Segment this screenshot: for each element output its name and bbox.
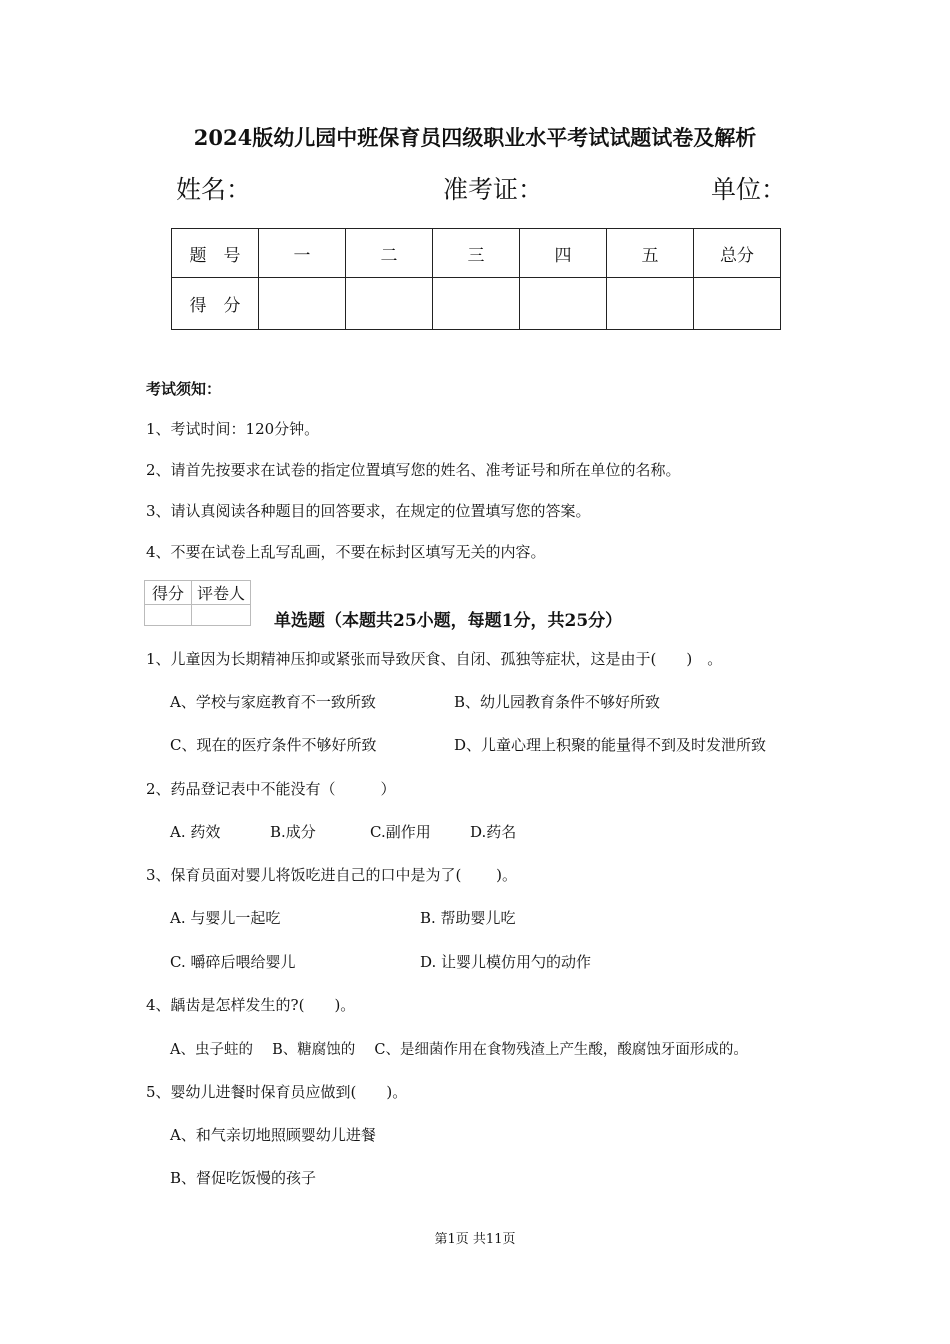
question-stem: 3、保育员面对婴儿将饭吃进自己的口中是为了( )。 [146, 866, 518, 884]
notice-item: 1、考试时间：120分钟。 [146, 420, 320, 438]
question-stem: 4、龋齿是怎样发生的?( )。 [146, 996, 356, 1014]
score-input-cell[interactable] [520, 278, 607, 330]
option-a[interactable]: A. 药效 [170, 823, 221, 841]
score-header-cell: 二 [346, 229, 433, 278]
score-table [171, 228, 781, 330]
notice-item: 4、不要在试卷上乱写乱画，不要在标封区填写无关的内容。 [146, 543, 546, 561]
notice-item: 2、请首先按要求在试卷的指定位置填写您的姓名、准考证号和所在单位的名称。 [146, 461, 681, 479]
exam-id-field-label: 准考证： [443, 175, 544, 204]
name-field-label: 姓名： [176, 175, 252, 204]
option-b[interactable]: B.成分 [270, 823, 316, 841]
notice-item: 3、请认真阅读各种题目的回答要求，在规定的位置填写您的答案。 [146, 502, 591, 520]
option-a[interactable]: A、学校与家庭教育不一致所致 [170, 693, 376, 711]
score-header-cell: 总分 [694, 229, 781, 278]
score-header-cell: 五 [607, 229, 694, 278]
score-input-cell[interactable] [694, 278, 781, 330]
option-b[interactable]: B. 帮助婴儿吃 [420, 909, 516, 927]
grader-box [144, 580, 251, 626]
score-input-cell[interactable] [259, 278, 346, 330]
score-header-label: 题 号 [172, 229, 259, 278]
option-c[interactable]: C、现在的医疗条件不够好所致 [170, 736, 377, 754]
score-input-cell[interactable] [607, 278, 694, 330]
section-title: 单选题（本题共25小题，每题1分，共25分） [274, 611, 623, 631]
option-d[interactable]: D、儿童心理上积聚的能量得不到及时发泄所致 [454, 736, 767, 754]
options-inline[interactable]: A、虫子蛀的 B、糖腐蚀的 C、是细菌作用在食物残渣上产生酸，酸腐蚀牙面形成的。 [170, 1042, 748, 1058]
grader-name-cell[interactable] [192, 605, 251, 626]
score-input-cell[interactable] [433, 278, 520, 330]
grader-score-label: 得分 [145, 581, 192, 605]
unit-field-label: 单位： [711, 175, 787, 204]
question-stem: 5、婴幼儿进餐时保育员应做到( )。 [146, 1083, 408, 1101]
page-title: 2024版幼儿园中班保育员四级职业水平考试试题试卷及解析 [193, 125, 757, 150]
score-header-cell: 一 [259, 229, 346, 278]
notice-heading: 考试须知： [146, 380, 222, 398]
question-stem: 2、药品登记表中不能没有（ ） [146, 780, 396, 798]
question-stem: 1、儿童因为长期精神压抑或紧张而导致厌食、自闭、孤独等症状，这是由于( ) 。 [146, 650, 723, 668]
option-b[interactable]: B、督促吃饭慢的孩子 [170, 1169, 317, 1187]
score-header-cell: 四 [520, 229, 607, 278]
score-header-cell: 三 [433, 229, 520, 278]
page-footer: 第1页 共11页 [434, 1232, 516, 1247]
grader-name-label: 评卷人 [192, 581, 251, 605]
score-row-label: 得 分 [172, 278, 259, 330]
option-b[interactable]: B、幼儿园教育条件不够好所致 [454, 693, 661, 711]
option-c[interactable]: C.副作用 [370, 823, 431, 841]
grader-score-cell[interactable] [145, 605, 192, 626]
score-table-score-row [172, 278, 781, 330]
option-a[interactable]: A. 与婴儿一起吃 [170, 909, 281, 927]
option-d[interactable]: D.药名 [470, 823, 517, 841]
score-input-cell[interactable] [346, 278, 433, 330]
score-table-header-row [172, 229, 781, 278]
option-a[interactable]: A、和气亲切地照顾婴幼儿进餐 [170, 1126, 376, 1144]
option-d[interactable]: D. 让婴儿模仿用勺的动作 [420, 953, 592, 971]
option-c[interactable]: C. 嚼碎后喂给婴儿 [170, 953, 296, 971]
